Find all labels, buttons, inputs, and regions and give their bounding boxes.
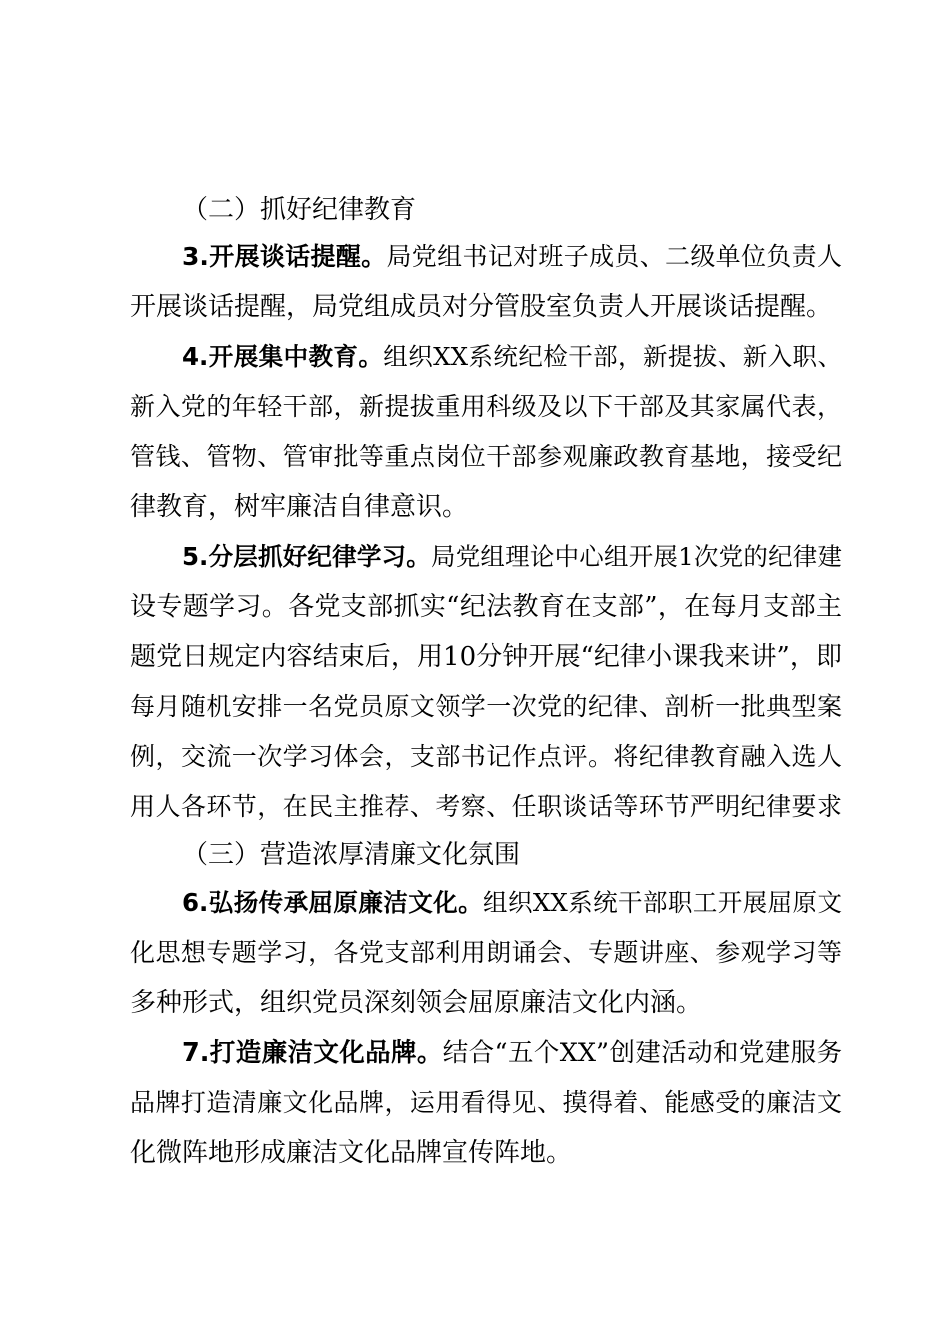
item-6-lead: 6.弘扬传承屈原廉洁文化。 [182, 888, 484, 917]
section-heading-clean-culture: （三）营造浓厚清廉文化氛围 [182, 840, 521, 870]
item-5-lead: 5.分层抓好纪律学习。 [182, 542, 431, 571]
item-7-lead: 7.打造廉洁文化品牌。 [182, 1038, 443, 1068]
item-4-text: 组织XX系统纪检干部，新提拔、新入职、 [383, 342, 842, 371]
item-3-lead: 3.开展谈话提醒。 [182, 242, 387, 271]
item-5-line-2: 设专题学习。各党支部抓实“纪法教育在支部”，在每月支部主 [130, 592, 842, 622]
item-3-text: 局党组书记对班子成员、二级单位负责人 [386, 242, 842, 271]
item-6-line-3: 多种形式，组织党员深刻领会屈原廉洁文化内涵。 [130, 988, 703, 1018]
item-7-line-3: 化微阵地形成廉洁文化品牌宣传阵地。 [130, 1138, 573, 1168]
item-6-line-2: 化思想专题学习，各党支部利用朗诵会、专题讲座、参观学习等 [130, 938, 842, 967]
item-7-line-1 [182, 1036, 842, 1070]
item-4-line-4: 律教育，树牢廉洁自律意识。 [130, 492, 469, 522]
item-3-line-2: 开展谈话提醒，局党组成员对分管股室负责人开展谈话提醒。 [130, 292, 833, 322]
item-4-line-2: 新入党的年轻干部，新提拔重用科级及以下干部及其家属代表， [130, 392, 842, 421]
item-3-line-1 [182, 240, 842, 274]
section-heading-discipline-education: （二）抓好纪律教育 [182, 195, 417, 225]
item-5-line-6: 用人各环节，在民主推荐、考察、任职谈话等环节严明纪律要求 [130, 792, 842, 821]
item-6-text: 组织XX系统干部职工开展屈原文 [483, 888, 842, 917]
item-4-line-3: 管钱、管物、管审批等重点岗位干部参观廉政教育基地，接受纪 [130, 442, 842, 471]
item-6-line-1 [182, 886, 842, 920]
item-5-line-5: 例，交流一次学习体会，支部书记作点评。将纪律教育融入选人 [130, 742, 842, 771]
item-7-line-2: 品牌打造清廉文化品牌，运用看得见、摸得着、能感受的廉洁文 [130, 1088, 842, 1117]
item-5-line-1 [182, 540, 842, 574]
item-4-line-1 [182, 340, 842, 374]
item-5-line-4: 每月随机安排一名党员原文领学一次党的纪律、剖析一批典型案 [130, 692, 842, 721]
item-7-text: 结合“五个XX”创建活动和党建服务 [442, 1038, 842, 1068]
item-4-lead: 4.开展集中教育。 [182, 342, 384, 371]
item-5-text: 局党组理论中心组开展1次党的纪律建 [431, 542, 842, 571]
item-5-line-3: 题党日规定内容结束后，用10分钟开展“纪律小课我来讲”，即 [130, 642, 842, 672]
